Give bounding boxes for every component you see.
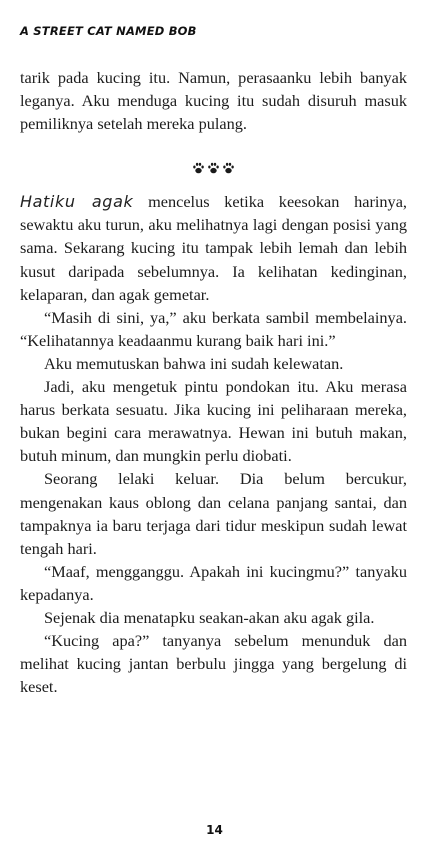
body-text xyxy=(20,66,407,698)
section-break-ornament xyxy=(20,143,407,189)
paragraph-1: tarik pada kucing itu. Namun, perasaanku lebih banyak leganya. Aku menduga kucing itu sudah disuruh masuk pemiliknya setelah mereka pulang. xyxy=(20,68,407,134)
page-number: 14 xyxy=(206,823,223,837)
paragraph-9: “Kucing apa?” tanyanya sebelum menunduk dan melihat kucing jantan berbulu jingga yang bergelung di keset. xyxy=(20,631,407,697)
paw-print-icon xyxy=(192,161,236,175)
paragraph-5: Jadi, aku mengetuk pintu pondokan itu. Aku merasa harus berkata sesuatu. Jika kucing ini peliharaan mereka, bukan begini cara merawatnya. Hewan ini butuh makan, butuh minum, dan mungkin perlu diobati. xyxy=(20,377,407,466)
paw-print-icon-1 xyxy=(193,162,204,173)
paragraph-2-text: mencelus ketika keesokan harinya, sewaktu aku turun, aku melihatnya lagi dengan posisi yang sama. Sekarang kucing itu tampak lebih lemah dan lebih kusut daripada sebelumnya. Ia kelihatan kedinginan, kelaparan, dan agak gemetar. xyxy=(20,192,407,304)
running-head: A STREET CAT NAMED BOB xyxy=(20,24,197,38)
paragraph-4: Aku memutuskan bahwa ini sudah kelewatan. xyxy=(44,353,344,373)
paragraph-7: “Maaf, mengganggu. Apakah ini kucingmu?” tanyaku kepadanya. xyxy=(20,561,407,604)
paragraph-6: Seorang lelaki keluar. Dia belum bercukur, mengenakan kaus oblong dan celana panjang santai, dan tampaknya ia baru terjaga dari tidur meskipun sudah lewat tengah hari. xyxy=(20,469,407,558)
paragraph-2 xyxy=(20,190,407,305)
paragraph-3: “Masih di sini, ya,” aku berkata sambil membelainya. “Kelihatannya keadaanmu kurang baik hari ini.” xyxy=(20,307,407,350)
paw-print-icon-3 xyxy=(223,162,234,173)
chapter-lead-in: Hatiku agak xyxy=(20,192,134,212)
paw-print-icon-2 xyxy=(208,162,219,173)
paragraph-8: Sejenak dia menatapku seakan-akan aku agak gila. xyxy=(44,607,375,627)
